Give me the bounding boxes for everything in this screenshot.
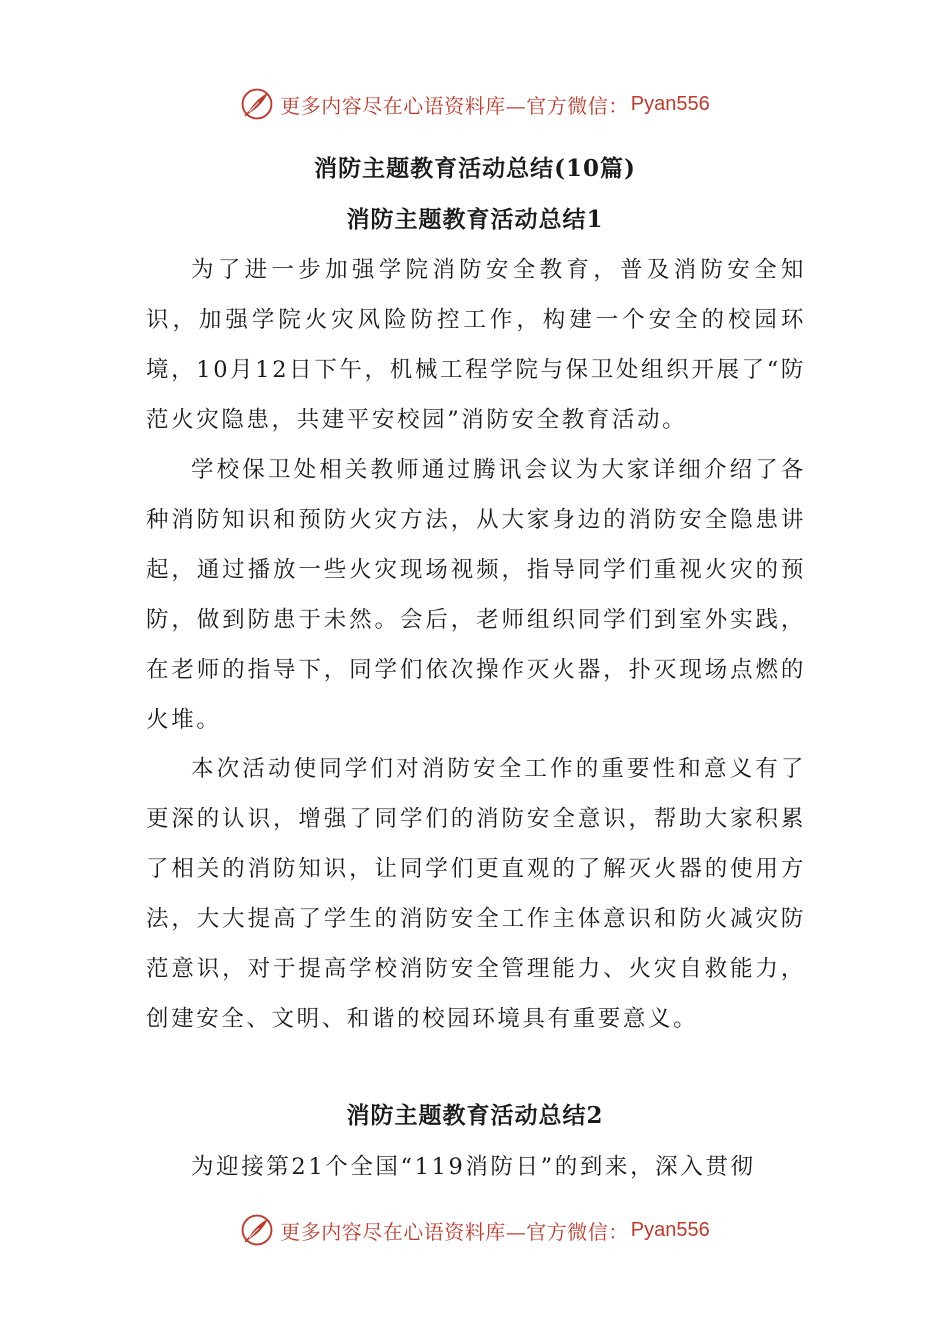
- watermark-wechat-id: Pyan556: [630, 1218, 710, 1241]
- watermark-wechat-id: Pyan556: [630, 92, 710, 115]
- feather-pen-logo-icon: [240, 87, 274, 121]
- section-2-paragraph-1: 为迎接第21个全国“119消防日”的到来，深入贯彻: [191, 1154, 756, 1180]
- section-1-paragraph-2: 学校保卫处相关教师通过腾讯会议为大家详细介绍了各种消防知识和预防火灾方法，从大家身边的消防安全隐患讲起，通过播放一些火灾现场视频，指导同学们重视火灾的预防，做到防患于未然。会后，老师组织同学们到室外实践，在老师的指导下，同学们依次操作灭火器，扑灭现场点燃的火堆。: [146, 457, 806, 733]
- feather-pen-logo-icon: [240, 1213, 274, 1247]
- document-main-title: 消防主题教育活动总结(10篇): [314, 155, 636, 182]
- watermark-text: 更多内容尽在心语资料库—官方微信：: [280, 1219, 629, 1244]
- header-watermark: [0, 84, 950, 124]
- footer-watermark: [0, 1210, 950, 1250]
- watermark-text: 更多内容尽在心语资料库—官方微信：: [280, 93, 629, 118]
- section-1-paragraph-1: 为了进一步加强学院消防安全教育，普及消防安全知识，加强学院火灾风险防控工作，构建一个安全的校园环境，10月12日下午，机械工程学院与保卫处组织开展了“防范火灾隐患，共建平安校园”消防安全教育活动。: [146, 257, 806, 433]
- section-1-paragraph-3: 本次活动使同学们对消防安全工作的重要性和意义有了更深的认识，增强了同学们的消防安全意识，帮助大家积累了相关的消防知识，让同学们更直观的了解灭火器的使用方法，大大提高了学生的消防安全工作主体意识和防火减灾防范意识，对于提高学校消防安全管理能力、火灾自救能力，创建安全、文明、和谐的校园环境具有重要意义。: [146, 756, 806, 1032]
- section-1-heading: 消防主题教育活动总结1: [346, 206, 604, 233]
- section-2-heading: 消防主题教育活动总结2: [346, 1102, 604, 1129]
